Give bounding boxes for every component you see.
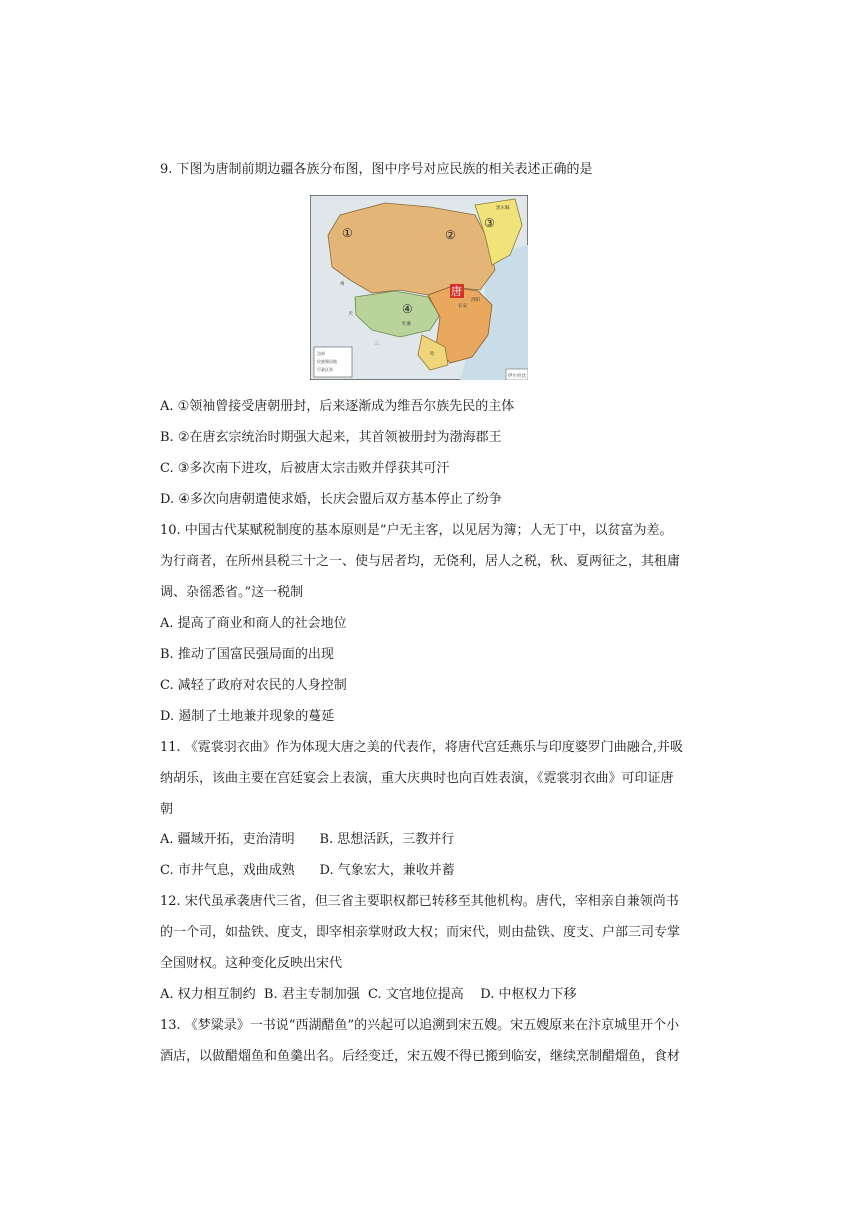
q12-stem-line: 全国财权。这种变化反映出宋代	[160, 956, 343, 971]
map-label: 黑水靺	[496, 206, 510, 211]
q10-stem-line: 为行商者，在所州县税三十之一、使与居者均，无侥利，居人之税，秋、夏两征之，其租庸	[160, 554, 681, 569]
q10-option-d: D. 遏制了土地兼并现象的蔓延	[160, 709, 335, 724]
map-label: 洛阳	[471, 298, 480, 303]
map-marker-2: ②	[445, 228, 456, 242]
q9-option-c: C. ③多次南下进攻，后被唐太宗击败并俘获其可汗	[160, 461, 450, 476]
q11-options-row: A. 疆域开拓，吏治清明 B. 思想活跃，三教并行	[160, 832, 455, 847]
q12-stem-line: 的一个司，如盐铁、度支，即宰相亲掌财政大权；而宋代，则由盐铁、度支、户部三司专掌	[160, 925, 681, 940]
q10-option-a: A. 提高了商业和商人的社会地位	[160, 616, 347, 631]
map-label: 三	[374, 341, 380, 347]
q10-stem-line: 调、杂徭悉省。”这一税制	[160, 585, 304, 600]
map-label: 天	[348, 311, 354, 317]
q9-stem: 9. 下图为唐制前期边疆各族分布图，图中序号对应民族的相关表述正确的是	[160, 162, 593, 177]
map-label: 哈	[430, 352, 435, 357]
q10-option-c: C. 减轻了政府对农民的人身控制	[160, 678, 347, 693]
q11-stem-line: 朝	[160, 802, 174, 817]
map-label: 长安	[458, 304, 467, 309]
q11-stem-line: 11. 《霓裳羽衣曲》作为体现大唐之美的代表作，将唐代宫廷燕乐与印度婆罗门曲融合,并吸	[160, 740, 683, 755]
map-capital-char: 唐	[451, 285, 462, 298]
legend-item: 民族聚居地	[317, 359, 337, 364]
q12-stem-line: 12. 宋代虽承袭唐代三省，但三省主要职权都已转移至其他机构。唐代，宰相亲自兼领尚书	[160, 894, 679, 909]
map-label: 吐蕃	[402, 322, 411, 327]
map-label: 州	[340, 282, 345, 287]
legend-item: 边界	[317, 351, 325, 356]
q9-option-a: A. ①领袖曾接受唐朝册封，后来逐渐成为维吾尔族先民的主体	[160, 399, 515, 414]
q9-option-b: B. ②在唐玄宗统治时期强大起来，其首领被册封为渤海郡王	[160, 430, 502, 445]
q11-options-row: C. 市井气息，戏曲成熟 D. 气象宏大，兼收并蓄	[160, 863, 455, 878]
q9-option-d: D. ④多次向唐朝遣使求婚，长庆会盟后双方基本停止了纷争	[160, 492, 502, 507]
q11-stem-line: 纳胡乐，该曲主要在宫廷宴会上表演，重大庆典时也向百姓表演，《霓裳羽衣曲》可印证唐	[160, 771, 674, 786]
map-marker-3: ③	[484, 216, 495, 230]
q13-stem-line: 酒店，以做醋熘鱼和鱼羹出名。后经变迁，宋五嫂不得已搬到临安，继续烹制醋熘鱼，食材	[160, 1049, 681, 1064]
q10-stem-line: 10. 中国古代某赋税制度的基本原则是“户无主客，以见居为簿；人无丁中，以贫富为差。	[160, 523, 673, 538]
q13-stem-line: 13. 《梦粱录》一书说“西湖醋鱼”的兴起可以追溯到宋五嫂。宋五嫂原来在汴京城里开个小	[160, 1018, 680, 1033]
q10-option-b: B. 推动了国富民强局面的出现	[160, 647, 334, 662]
legend-item: 行政区界	[317, 367, 333, 372]
map-marker-4: ④	[402, 302, 413, 316]
map-corner-note: 伊尔拉比	[508, 374, 526, 379]
tang-border-ethnic-map	[310, 195, 528, 380]
map-marker-1: ①	[342, 226, 353, 240]
q12-options-row: A. 权力相互制约 B. 君主专制加强 C. 文官地位提高 D. 中枢权力下移	[160, 987, 577, 1002]
